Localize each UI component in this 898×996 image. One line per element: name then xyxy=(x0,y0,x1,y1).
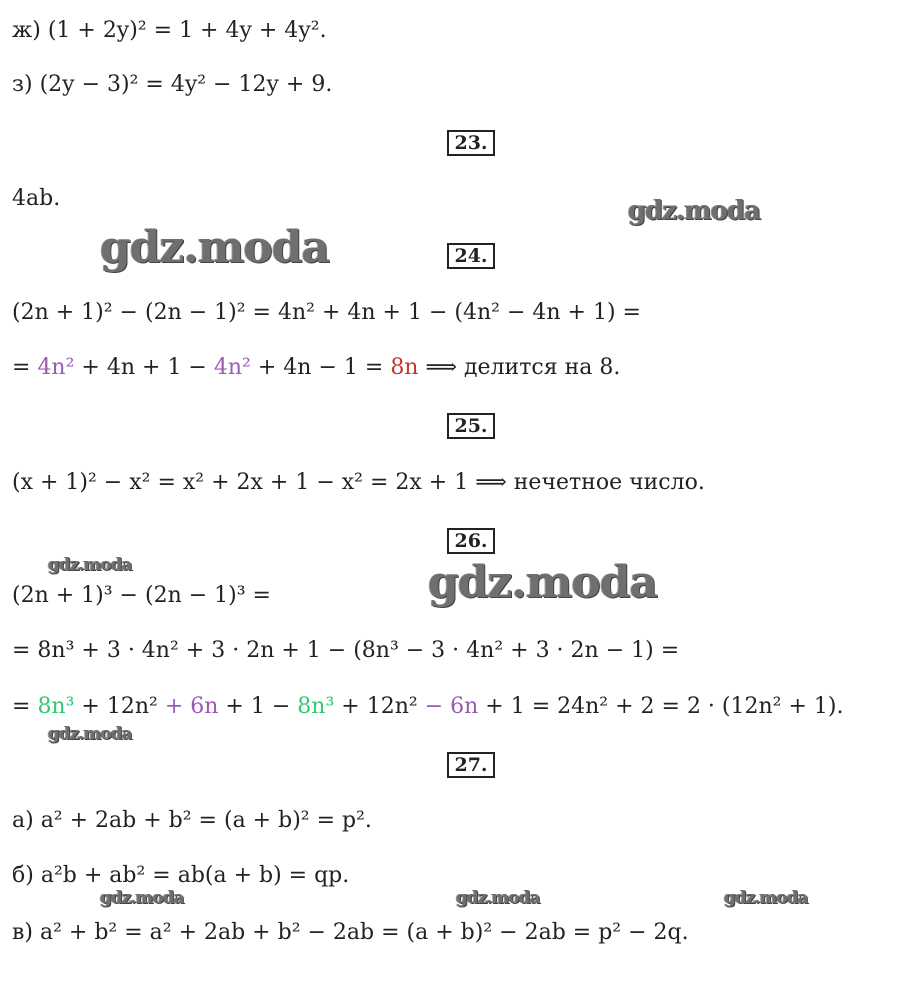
watermark: gdz.moda xyxy=(428,557,658,608)
exercise-number-23: 23. xyxy=(447,130,495,156)
equals-sign: = xyxy=(12,694,38,719)
term: + 4n − 1 = xyxy=(250,355,391,380)
solution-line-zh: ж) (1 + 2y)² = 1 + 4y + 4y². xyxy=(12,18,327,43)
exercise-number-27: 27. xyxy=(447,752,495,778)
exercise-number-24: 24. xyxy=(447,243,495,269)
highlight-term: 8n³ xyxy=(37,694,75,719)
watermark: gdz.moda xyxy=(100,222,330,273)
solution-26-line-1: (2n + 1)³ − (2n − 1)³ = xyxy=(12,583,271,608)
solution-26-line-3 xyxy=(12,692,843,722)
solution-26-line-2: = 8n³ + 3 · 4n² + 3 · 2n + 1 − (8n³ − 3 · 4n² + 3 · 2n − 1) = xyxy=(12,638,680,663)
highlight-term: − 6n xyxy=(424,694,479,719)
term: + 4n + 1 − xyxy=(74,355,214,380)
watermark: gdz.moda xyxy=(48,555,132,575)
solution-27-v: в) a² + b² = a² + 2ab + b² − 2ab = (a + b)² − 2ab = p² − 2q. xyxy=(12,920,689,945)
answer-23: 4ab. xyxy=(12,186,61,211)
solution-24-line-2 xyxy=(12,353,620,383)
watermark: gdz.moda xyxy=(628,196,761,226)
result-term: 8n xyxy=(390,355,419,380)
solution-27-a: а) a² + 2ab + b² = (a + b)² = p². xyxy=(12,808,372,833)
highlight-term: 4n² xyxy=(37,355,75,380)
watermark: gdz.moda xyxy=(100,888,184,908)
solution-24-line-1: (2n + 1)² − (2n − 1)² = 4n² + 4n + 1 − (4n² − 4n + 1) = xyxy=(12,300,641,325)
watermark: gdz.moda xyxy=(456,888,540,908)
equals-sign: = xyxy=(12,355,38,380)
solution-27-b: б) a²b + ab² = ab(a + b) = qp. xyxy=(12,863,350,888)
watermark: gdz.moda xyxy=(724,888,808,908)
exercise-number-25: 25. xyxy=(447,413,495,439)
term: + 12n² xyxy=(334,694,425,719)
watermark: gdz.moda xyxy=(48,724,132,744)
highlight-term: 8n³ xyxy=(297,694,335,719)
solution-25-line-1: (x + 1)² − x² = x² + 2x + 1 − x² = 2x + 1 ⟹ нечетное число. xyxy=(12,470,705,495)
exercise-number-26: 26. xyxy=(447,528,495,554)
solution-line-z: з) (2y − 3)² = 4y² − 12y + 9. xyxy=(12,72,333,97)
highlight-term: 4n² xyxy=(213,355,251,380)
term: + 1 − xyxy=(218,694,298,719)
term: + 1 = 24n² + 2 = 2 · (12n² + 1). xyxy=(478,694,844,719)
term: + 12n² xyxy=(74,694,165,719)
conclusion: ⟹ делится на 8. xyxy=(418,355,621,380)
highlight-term: + 6n xyxy=(164,694,219,719)
